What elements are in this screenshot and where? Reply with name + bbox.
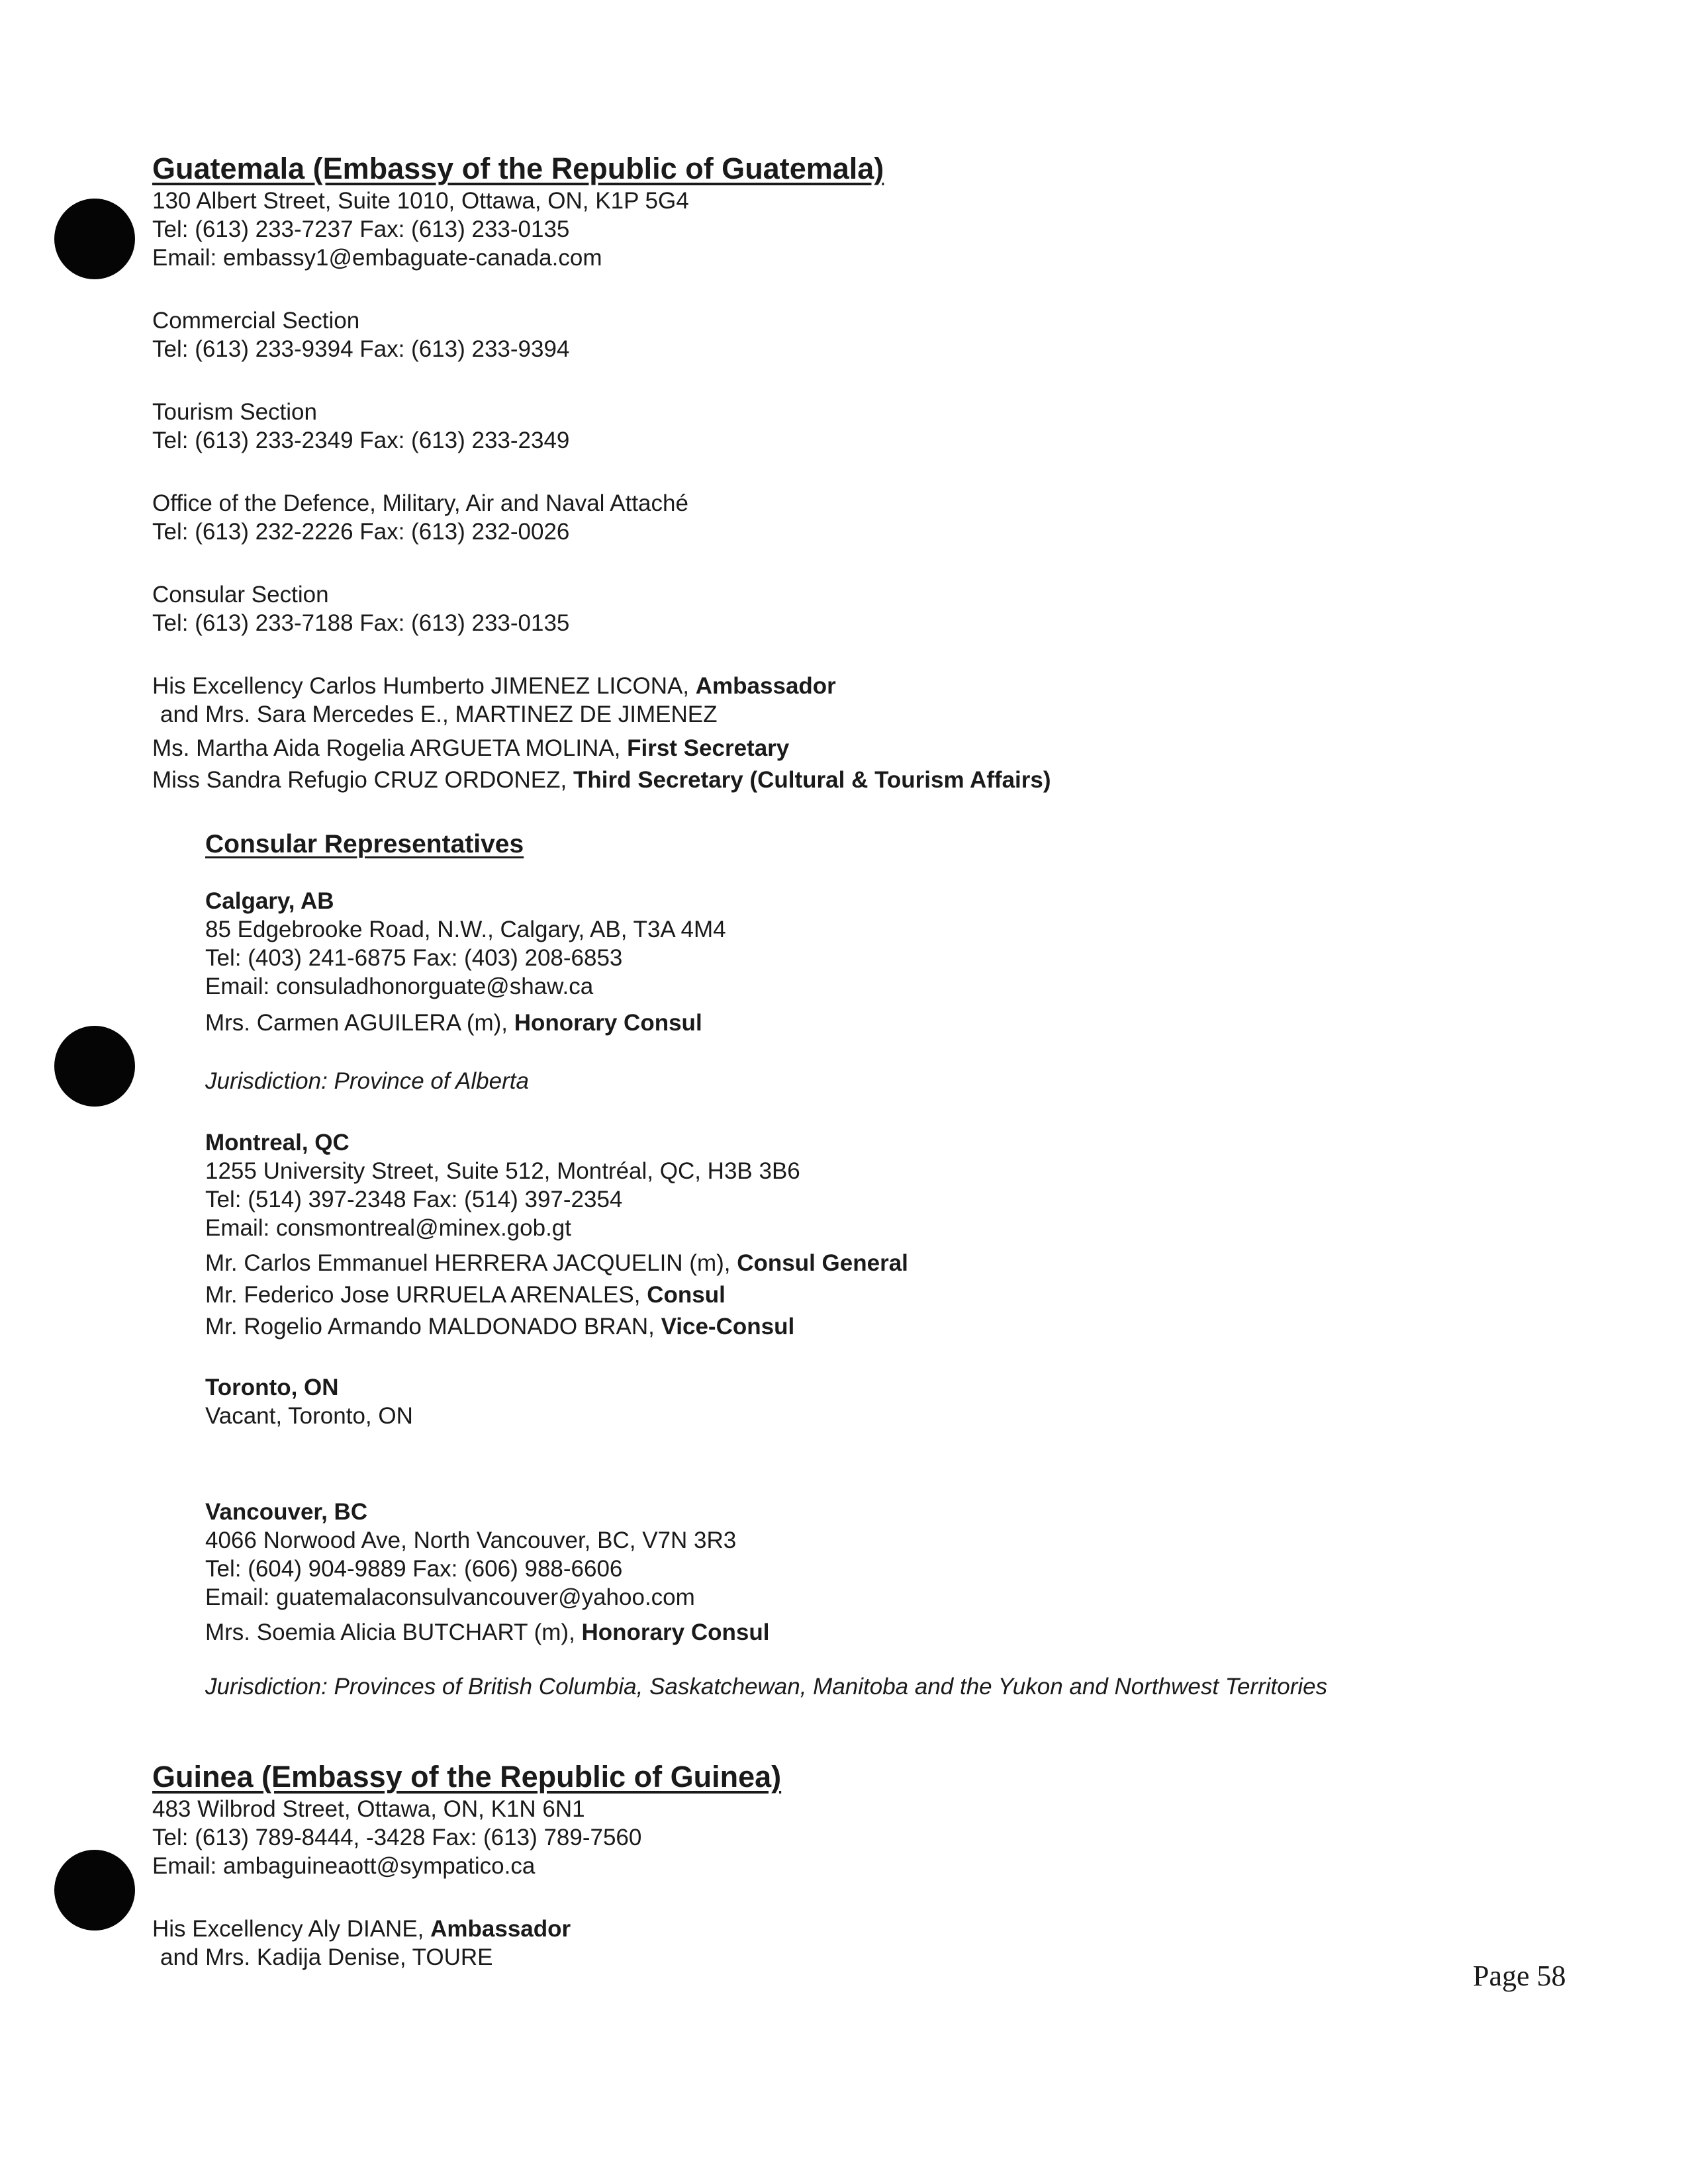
consul-title: Consul General (737, 1250, 908, 1276)
montreal-city: Montreal, QC (205, 1130, 350, 1156)
guinea-phone: Tel: (613) 789-8444, -3428 Fax: (613) 789-7560 (152, 1825, 642, 1850)
consul-title: Consul (647, 1282, 726, 1308)
guatemala-phone: Tel: (613) 233-7237 Fax: (613) 233-0135 (152, 216, 570, 242)
calgary-consul (205, 1007, 1595, 1039)
staff-name: His Excellency Aly DIANE, (152, 1916, 431, 1942)
page-number: Page 58 (1473, 1960, 1566, 1992)
guatemala-email: Email: embassy1@embaguate-canada.com (152, 245, 602, 271)
staff-ambassador (152, 672, 1575, 700)
guatemala-heading: Guatemala (Embassy of the Republic of Guatemala) (152, 152, 884, 185)
consular-section-name: Consular Section (152, 582, 329, 608)
defence-attache-phone: Tel: (613) 232-2226 Fax: (613) 232-0026 (152, 519, 570, 545)
guinea-heading: Guinea (Embassy of the Republic of Guinea) (152, 1760, 782, 1794)
commercial-section-name: Commercial Section (152, 308, 360, 334)
consul-title: Honorary Consul (581, 1619, 770, 1645)
consul-name: Mr. Carlos Emmanuel HERRERA JACQUELIN (m), (205, 1250, 737, 1276)
staff-name: and Mrs. Kadija Denise, TOURE (160, 1944, 493, 1970)
montreal-consul (205, 1279, 1595, 1311)
montreal-address: 1255 University Street, Suite 512, Montréal, QC, H3B 3B6 (205, 1158, 800, 1184)
tourism-section-phone: Tel: (613) 233-2349 Fax: (613) 233-2349 (152, 428, 570, 453)
calgary-email: Email: consuladhonorguate@shaw.ca (205, 974, 594, 999)
consular-representatives-block (205, 829, 1595, 1701)
toronto-city: Toronto, ON (205, 1375, 339, 1400)
staff-name: His Excellency Carlos Humberto JIMENEZ LICONA, (152, 673, 696, 699)
consul-name: Mrs. Soemia Alicia BUTCHART (m), (205, 1619, 582, 1645)
punch-hole-top (54, 199, 135, 279)
staff-name: Ms. Martha Aida Rogelia ARGUETA MOLINA, (152, 735, 628, 761)
calgary-address: 85 Edgebrooke Road, N.W., Calgary, AB, T3A 4M4 (205, 917, 726, 942)
montreal-consul-general (205, 1248, 1595, 1279)
staff-title: Ambassador (695, 673, 836, 699)
calgary-city: Calgary, AB (205, 888, 334, 914)
guinea-staff-ambassador (152, 1915, 1575, 1943)
montreal-phone: Tel: (514) 397-2348 Fax: (514) 397-2354 (205, 1187, 623, 1212)
calgary-phone: Tel: (403) 241-6875 Fax: (403) 208-6853 (205, 945, 623, 971)
staff-name: Miss Sandra Refugio CRUZ ORDONEZ, (152, 767, 573, 793)
vancouver-consul (205, 1617, 1595, 1649)
guatemala-embassy-block (152, 151, 1575, 796)
commercial-section-phone: Tel: (613) 233-9394 Fax: (613) 233-9394 (152, 336, 570, 362)
staff-title: First Secretary (627, 735, 790, 761)
vancouver-phone: Tel: (604) 904-9889 Fax: (606) 988-6606 (205, 1556, 623, 1582)
staff-name: and Mrs. Sara Mercedes E., MARTINEZ DE JIMENEZ (160, 702, 718, 727)
guinea-address: 483 Wilbrod Street, Ottawa, ON, K1N 6N1 (152, 1796, 585, 1822)
guinea-embassy-block (152, 1759, 1575, 1972)
staff-third-secretary (152, 764, 1575, 796)
tourism-section-name: Tourism Section (152, 399, 317, 425)
consular-representatives-heading: Consular Representatives (205, 830, 524, 858)
vancouver-address: 4066 Norwood Ave, North Vancouver, BC, V7N 3R3 (205, 1527, 737, 1553)
staff-title: Ambassador (430, 1916, 571, 1942)
punch-hole-bottom (54, 1850, 135, 1931)
consul-name: Mr. Federico Jose URRUELA ARENALES, (205, 1282, 647, 1308)
guinea-email: Email: ambaguineaott@sympatico.ca (152, 1853, 536, 1879)
calgary-jurisdiction: Jurisdiction: Province of Alberta (205, 1068, 529, 1094)
staff-first-secretary (152, 733, 1575, 764)
consular-section-phone: Tel: (613) 233-7188 Fax: (613) 233-0135 (152, 610, 570, 636)
montreal-email: Email: consmontreal@minex.gob.gt (205, 1215, 571, 1241)
staff-title: Third Secretary (Cultural & Tourism Affairs) (573, 767, 1051, 793)
vancouver-jurisdiction: Jurisdiction: Provinces of British Columbia, Saskatchewan, Manitoba and the Yukon and Northwest Territories (205, 1674, 1328, 1700)
staff-spouse (152, 700, 1575, 729)
consul-name: Mr. Rogelio Armando MALDONADO BRAN, (205, 1314, 661, 1340)
consul-title: Vice-Consul (661, 1314, 795, 1340)
vancouver-city: Vancouver, BC (205, 1499, 368, 1525)
vancouver-email: Email: guatemalaconsulvancouver@yahoo.com (205, 1584, 695, 1610)
guatemala-address: 130 Albert Street, Suite 1010, Ottawa, ON, K1P 5G4 (152, 188, 689, 214)
punch-hole-middle (54, 1026, 135, 1107)
guinea-staff-spouse (152, 1943, 1575, 1972)
toronto-address: Vacant, Toronto, ON (205, 1403, 413, 1429)
defence-attache-name: Office of the Defence, Military, Air and Naval Attaché (152, 490, 688, 516)
montreal-vice-consul (205, 1311, 1595, 1343)
consul-name: Mrs. Carmen AGUILERA (m), (205, 1010, 514, 1036)
consul-title: Honorary Consul (514, 1010, 702, 1036)
